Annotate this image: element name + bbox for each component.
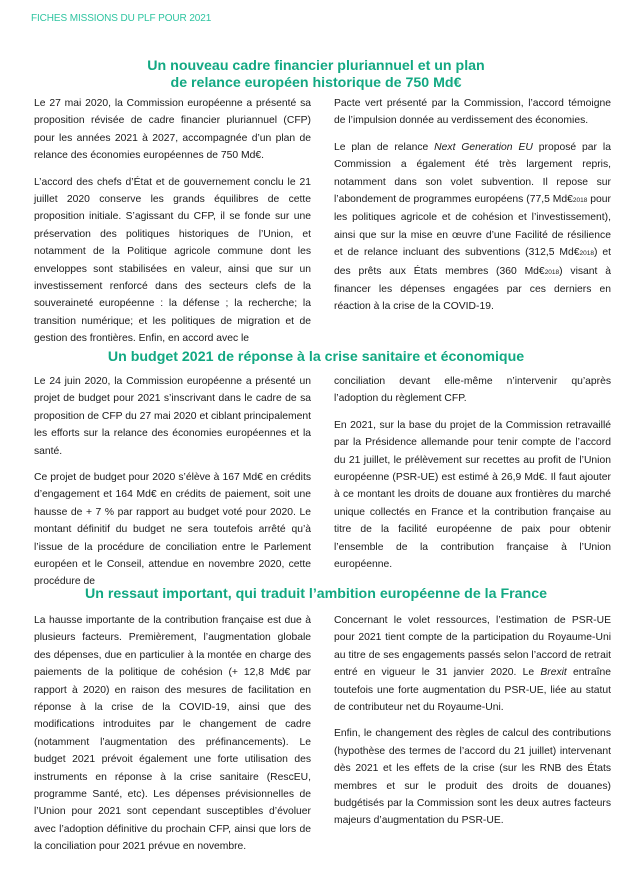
paragraph: Le 27 mai 2020, la Commission européenne a présenté sa proposition révisée de cadre financier pluriannuel (CFP) pour les années 2021 à 2027, accompagnée d’un plan de relance des économies européennes de 750 Md€. <box>34 98 311 162</box>
section3-left-column <box>34 612 311 865</box>
paragraph: Le 24 juin 2020, la Commission européenne a présenté un projet de budget pour 2021 s’inscrivant dans le cadre de sa proposition de CFP du 27 mai 2020 et ciblant principalement les efforts sur la relance des économies européennes et la santé. <box>34 376 311 457</box>
paragraph <box>334 612 611 716</box>
text: ) visant à financer les dépenses engagées par ces derniers en réaction à la crise de la COVID-19. <box>334 265 611 313</box>
section-title-cfp <box>0 58 632 92</box>
paragraph <box>334 139 611 316</box>
section2-right-column <box>334 373 611 582</box>
section1-right-column <box>334 95 611 325</box>
text: pour les politiques agricole et de cohésion et l’investissement), ainsi que sur la mise en œuvre d’une Facilité de résilience et de relance incluant des subventions (312,5 Md€ <box>334 194 612 259</box>
italic-text: Next Generation EU <box>434 141 533 153</box>
subscript: 2018 <box>544 268 560 276</box>
paragraph: La hausse importante de la contribution française est due à plusieurs facteurs. Premièrement, l’augmentation globale des dépenses, due en particulier à la montée en charge des paiements de la politique de cohésion (+ 12,8 Md€ par rapport à 2020) en raison des mesures de facilitation en réponse à la crise de la COVID-19, ainsi que des modifications introduites par le changement de cadre (notamment l’augmentation des préfinancements). Le budget 2021 prévoit également une forte utilisation des instruments en réponse à la crise sanitaire (RescEU, programme Santé, etc). Les dépenses prévisionnelles de l’Union pour 2021 sont cependant susceptibles d’évoluer avec l’adoption définitive du prochain CFP, ainsi que lors de la conciliation pour 2021 prévue en novembre. <box>34 615 311 853</box>
section1-left-column <box>34 95 311 357</box>
text: entraîne toutefois une forte augmentation du PSR-UE, liée au statut de contributeur net du Royaume-Uni. <box>334 667 611 714</box>
section3-right-column <box>334 612 611 839</box>
text: proposé par la Commission a également été très largement repris, notamment dans son volet subvention. Il repose sur l’abondement de programmes européens (77,5 Md€ <box>334 141 611 206</box>
section-title-budget: Un budget 2021 de réponse à la crise sanitaire et économique <box>107 349 525 365</box>
subscript: 2018 <box>579 250 594 258</box>
paragraph: Ce projet de budget pour 2020 s’élève à 167 Md€ en crédits d’engagement et 164 Md€ en crédits de paiement, soit une hausse de + 7 % par rapport au budget voté pour 2020. Le montant définitif du budget ne sera toutefois arrêté qu’à l’issue de la procédure de conciliation entre le Parlement européen et le Conseil, attendue en novembre 2020, cette procédure de <box>34 472 311 588</box>
text: Concernant le volet ressources, l’estimation de PSR-UE pour 2021 tient compte de la participation du Royaume-Uni au titre de ses engagements passés selon l’accord de retrait entré en vigueur le 31 janvier 2020. Le <box>334 615 611 679</box>
subscript: 2018 <box>572 197 588 205</box>
paragraph: En 2021, sur la base du projet de la Commission retravaillé par la Présidence allemande pour tenir compte de l’accord du 21 juillet, le prélèvement sur recettes au profit de l’Union européenne (PSR-UE) est estimé à 26,9 Md€. Il faut ajouter à ce montant les droits de douane aux frontières du marché unique collectés en France et la contribution française au titre de la facilité européenne de paix pour obtenir l’ensemble de la contribution française à l’Union européenne. <box>334 419 611 571</box>
italic-text: Brexit <box>540 667 567 679</box>
text: Le plan de relance <box>334 141 435 153</box>
paragraph: Pacte vert présenté par la Commission, l’accord témoigne de l’impulsion donnée au verdissement des économies. <box>334 98 611 127</box>
paragraph: conciliation devant elle-même n’intervenir qu’après l’adoption du règlement CFP. <box>334 376 611 405</box>
section2-left-column <box>34 373 311 600</box>
running-header: FICHES MISSIONS DU PLF POUR 2021 <box>31 13 212 24</box>
section-title-line: Un nouveau cadre financier pluriannuel et un plan <box>147 58 485 74</box>
section-title-line: de relance européen historique de 750 Md€ <box>170 75 462 91</box>
paragraph: Enfin, le changement des règles de calcul des contributions (hypothèse des termes de l’accord du 21 juillet) intervenant dès 2021 et les effets de la crise (sur les RNB des États membres et sur le produit des droits de douanes) budgétisés par la Commission sont les deux autres facteurs majeurs d’augmentation du PSR-UE. <box>334 728 611 827</box>
text: ) et des prêts aux États membres (360 Md€ <box>334 247 611 277</box>
section-title-ressaut: Un ressaut important, qui traduit l’ambition européenne de la France <box>85 586 547 602</box>
paragraph: L’accord des chefs d’État et de gouvernement conclu le 21 juillet 2020 conserve les grands équilibres de cette proposition initiale. S’agissant du CFP, il se fonde sur une préservation des politiques historiques de l’Union, et notamment de la Politique agricole commune dont les enveloppes sont stabilisées en valeur, ainsi que sur un investissement renforcé dans des secteurs clefs de la souveraineté européenne : la défense ; la recherche; la transition numérique; et les politiques de migration et de gestion des frontières. Enfin, en accord avec le <box>34 176 311 345</box>
